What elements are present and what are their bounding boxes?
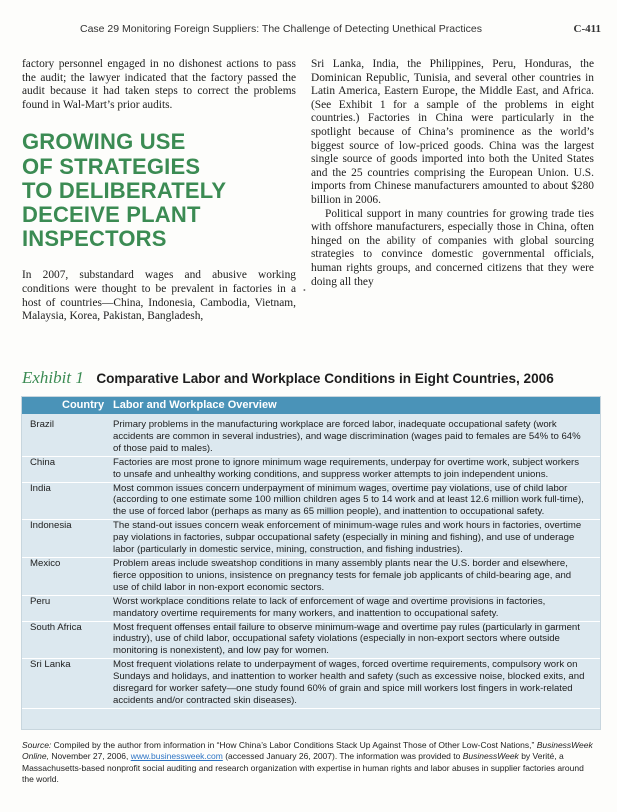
case-title: Case 29 Monitoring Foreign Suppliers: The Challenge of Detecting Unethical Practices — [80, 23, 482, 35]
overview-cell: Most common issues concern underpayment of minimum wages, overtime pay violations, use of child labor (according to one estimate some 100 million children ages 5 to 14 work and at least 12.6 million work full-time), the use of forced labor (perhaps as many as 65 million people), and inattention to occupational safety. — [113, 482, 584, 518]
heading-line: INSPECTORS — [22, 226, 167, 252]
overview-cell: The stand-out issues concern weak enforcement of minimum-wage rules and work hours in factories, overtime pay violations in factories, subpar occupational safety (especially in mining and fishing), and use of underage labor (particularly in domestic service, mining, construction, and fishing industries). — [113, 520, 582, 556]
body-paragraph: factory personnel engaged in no dishonest actions to pass the audit; the lawyer indicated that the factory passed the audit because it had taken steps to correct the problems found in Wal-Mart’s prior audits. — [22, 58, 296, 111]
table-row — [22, 659, 600, 709]
exhibit-title — [22, 368, 602, 390]
overview-cell: Worst workplace conditions relate to lack of enforcement of wage and overtime provisions in factories, mandatory overtime requirements for many workers, and inattention to occupational safety. — [113, 595, 546, 619]
country-cell: Brazil — [30, 419, 54, 430]
source-text: (accessed January 26, 2007). The information was provided to — [225, 751, 461, 762]
overview-cell: Most frequent violations relate to underpayment of wages, forced overtime requirements, compulsory work on Sundays and holidays, and inattention to worker health and safety (such as excessive noise, blocked exits, and disregard for worker safety—one study found 60% of grain and spice mill workers lost fingers in work-related accidents and/or contracted skin diseases). — [113, 659, 585, 706]
table-header — [22, 397, 600, 414]
source-label: Source: — [22, 740, 52, 750]
column-header-country: Country — [62, 399, 105, 411]
heading-line: OF STRATEGIES — [22, 153, 201, 179]
body-paragraph: In 2007, substandard wages and abusive working conditions were thought to be prevalent in factories in a host of countries—China, Indonesia, Cambodia, Vietnam, Malaysia, Korea, Pakistan, Bangladesh, — [22, 269, 296, 323]
left-column — [22, 58, 296, 324]
table-row — [22, 457, 600, 483]
bullet-dot: • — [303, 286, 306, 295]
right-column — [311, 58, 594, 289]
table-body — [22, 419, 600, 709]
source-text: November 27, 2006, — [51, 751, 129, 762]
heading-line: GROWING USE — [22, 129, 186, 155]
running-header — [16, 20, 601, 40]
heading-line: TO DELIBERATELY — [22, 177, 227, 203]
body-paragraph: Sri Lanka, India, the Philippines, Peru, Honduras, the Dominican Republic, Tunisia, and several other countries in Latin America, Eastern Europe, the Middle East, and Africa. (See Exhibit 1 for a sample of the problems in eight countries.) Factories in China were particularly in the spotlight because of China’s prominence as the world’s biggest source of low-priced goods. China was the largest single source of goods imported into both the United States and the 25 countries comprising the European Union. U.S. imports from Chinese manufacturers amounted to about $280 billion in 2006. — [311, 58, 594, 206]
column-header-overview: Labor and Workplace Overview — [113, 399, 277, 411]
overview-cell: Most frequent offenses entail failure to observe minimum-wage and overtime pay rules (particularly in garment industry), use of child labor, occupational safety violations (especially in non-export sectors where outside monitoring is nonexistent), and low pay for women. — [113, 621, 580, 657]
overview-cell: Factories are most prone to ignore minimum wage requirements, underpay for overtime work, subject workers to unsafe and unhealthy working conditions, and suppress worker attempts to join independent unions. — [113, 456, 580, 480]
section-heading — [22, 130, 296, 251]
body-paragraph: Political support in many countries for growing trade ties with offshore manufacturers, especially those in China, often hinged on the ability of companies with global sourcing strategies to convince domestic governmental officials, human rights groups, and concerned citizens that they were doing all they — [311, 207, 594, 288]
country-cell: Peru — [30, 595, 51, 607]
heading-line: DECEIVE PLANT — [22, 201, 201, 227]
table-row — [22, 596, 600, 622]
table-row — [22, 483, 600, 521]
country-cell: Sri Lanka — [30, 659, 71, 671]
source-text: by Verité, a Massachusetts-based nonprofit social auditing and research organization with expertise in human rights and labor abuses in supplier factories around the world. — [22, 751, 584, 784]
exhibit-caption: Comparative Labor and Workplace Conditions in Eight Countries, 2006 — [96, 371, 554, 386]
exhibit-table — [21, 396, 601, 730]
exhibit-label: Exhibit 1 — [22, 368, 84, 387]
overview-cell: Problem areas include sweatshop conditions in many assembly plants near the U.S. border and elsewhere, fierce opposition to unions, insistence on pregnancy tests for female job applicants of child-bearing age, and use of child labor in non-export economic sectors. — [113, 557, 572, 593]
table-row — [22, 558, 600, 596]
source-text: Compiled by the author from information in “How China’s Labor Conditions Stack Up Against Those of Other Low-Cost Nations,” — [53, 740, 535, 750]
source-link[interactable]: www.businessweek.com — [130, 751, 223, 762]
country-cell: India — [30, 482, 51, 494]
overview-cell: Primary problems in the manufacturing workplace are forced labor, inadequate occupational safety (work accidents are common in several industries), and wage discrimination (wages paid to females are 54% to 64% of those paid to males). — [113, 419, 581, 454]
page-number: C-411 — [573, 23, 601, 35]
table-row — [22, 419, 600, 457]
source-note — [22, 740, 597, 785]
table-row — [22, 520, 600, 558]
country-cell: China — [30, 456, 56, 468]
table-row — [22, 622, 600, 660]
publication-name: BusinessWeek — [462, 751, 519, 762]
country-cell: Mexico — [30, 557, 61, 569]
country-cell: Indonesia — [30, 520, 72, 532]
publication-name: BusinessWeek Online, — [22, 740, 593, 762]
country-cell: South Africa — [30, 621, 82, 633]
